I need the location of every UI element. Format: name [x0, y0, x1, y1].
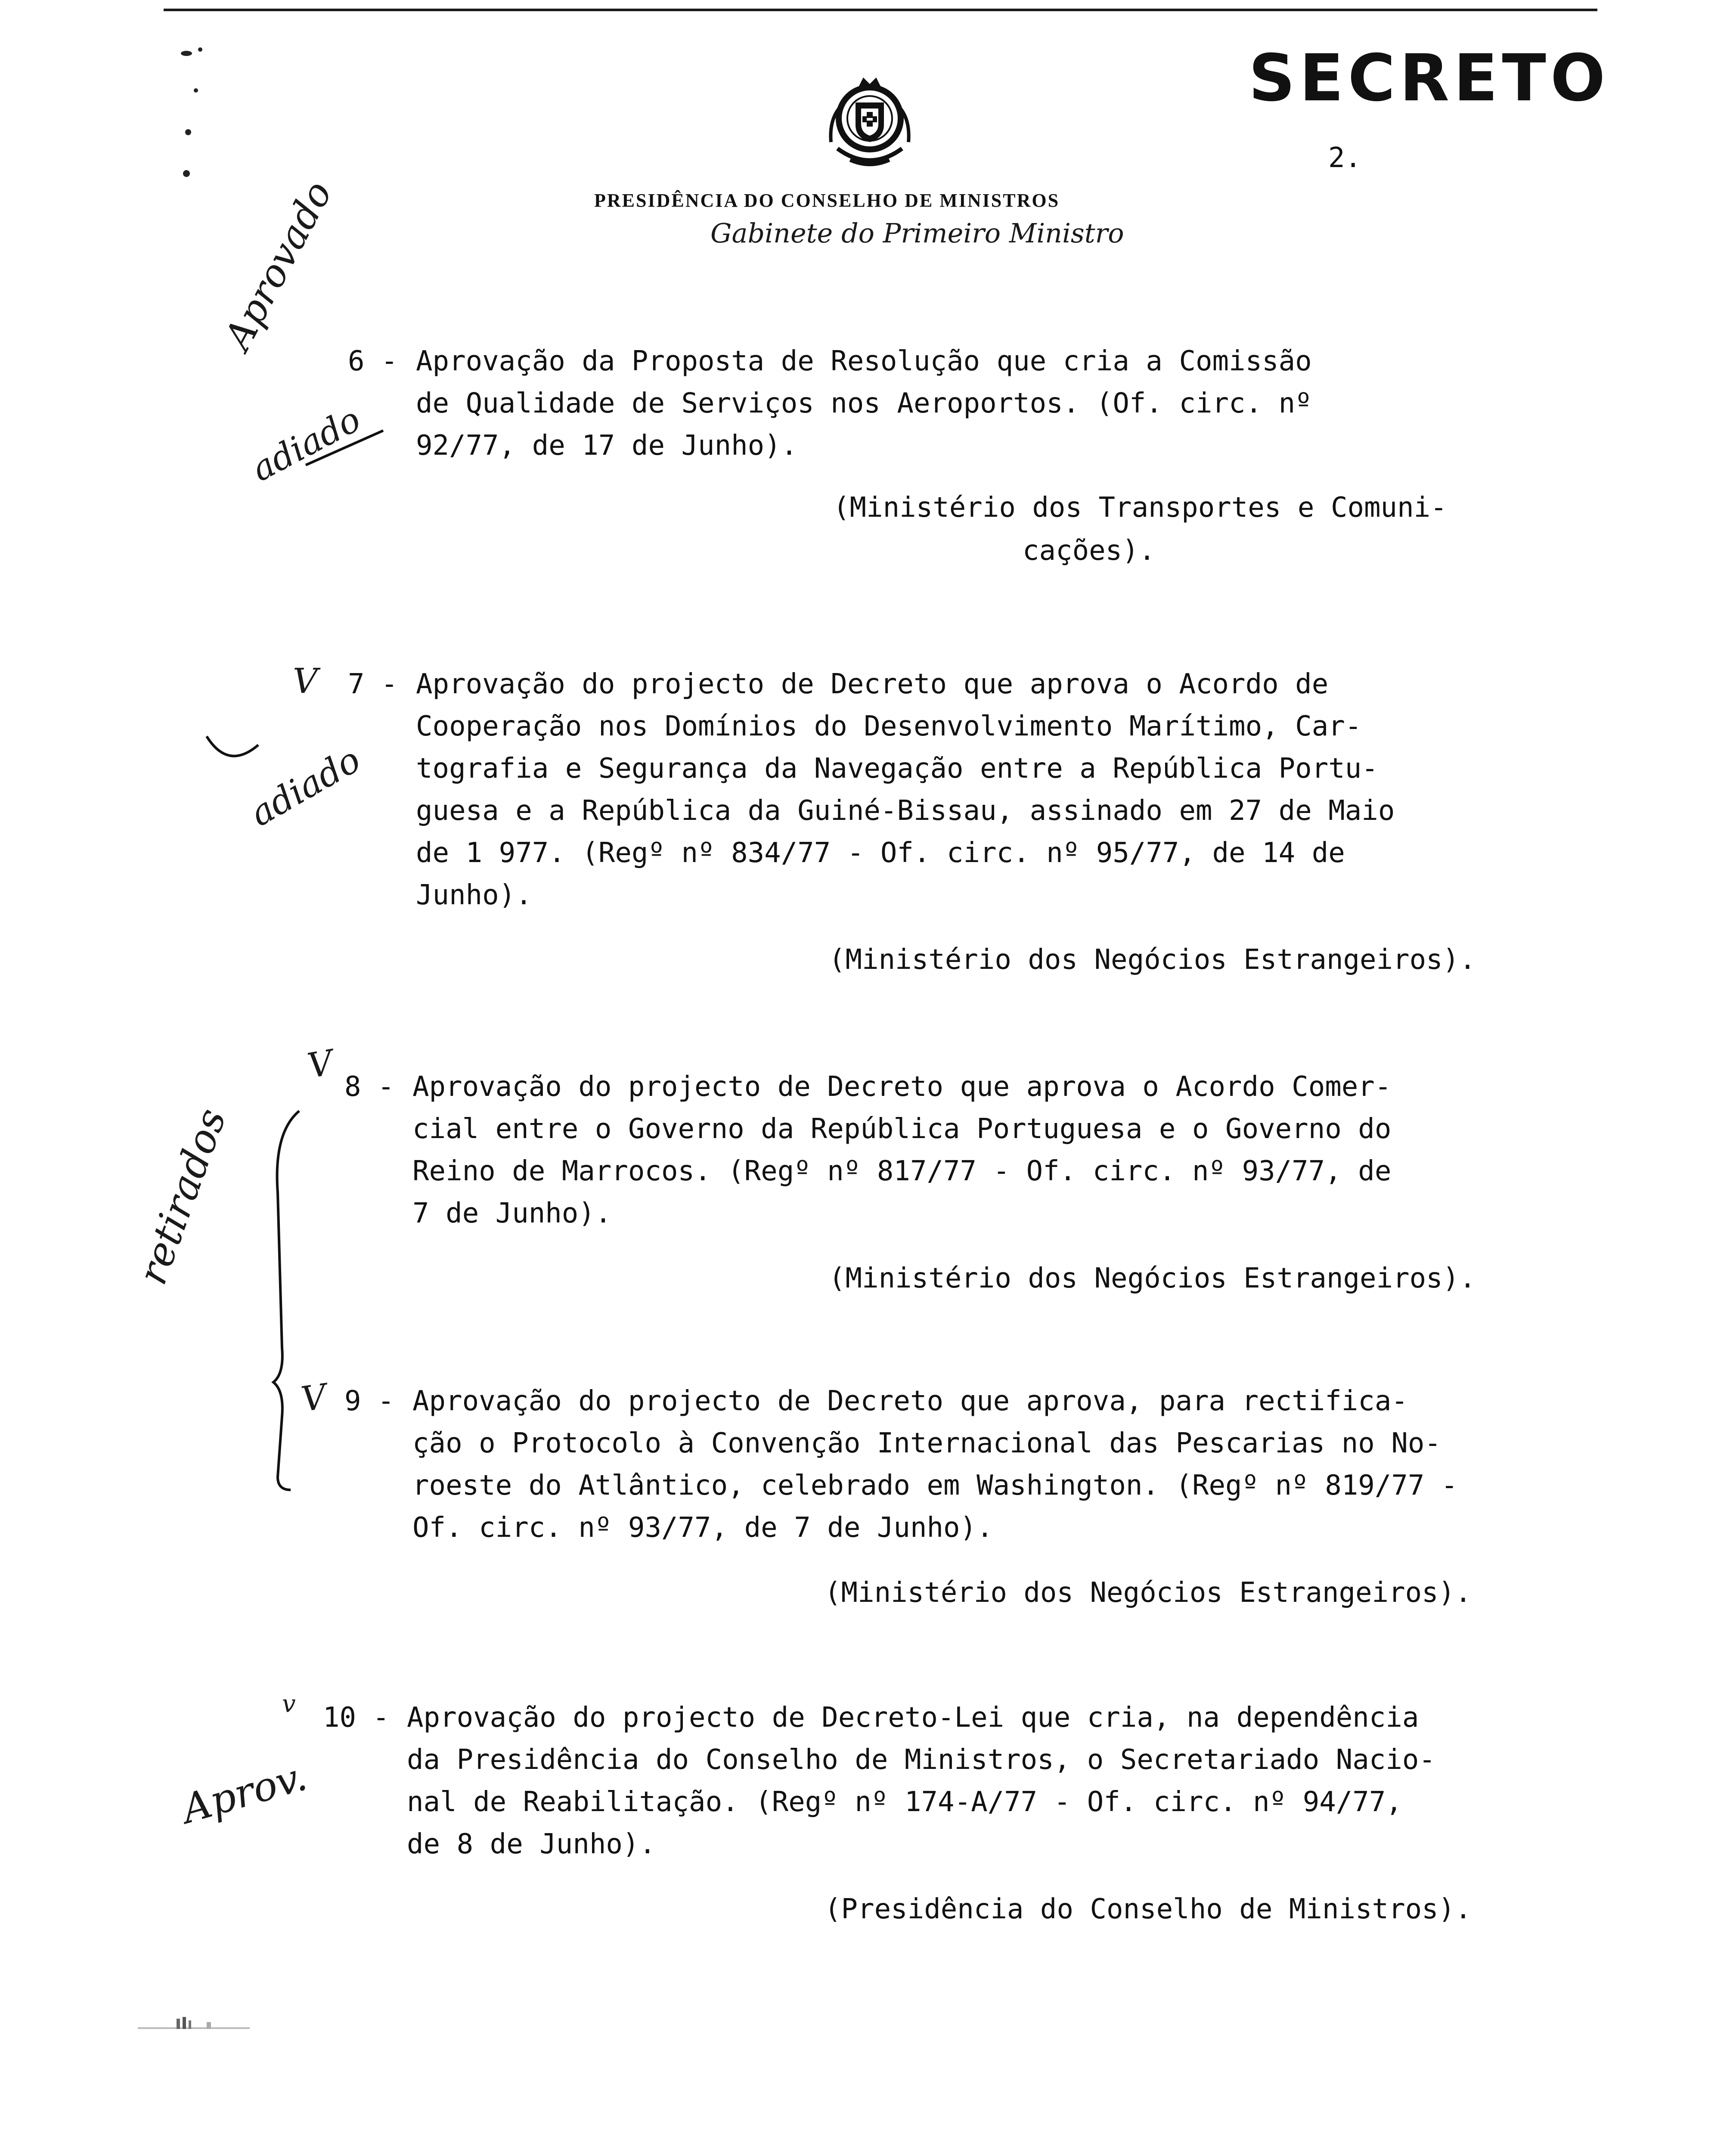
- item-text: [412, 1380, 1457, 1549]
- item-line: guesa e a República da Guiné-Bissau, assinado em 27 de Maio: [416, 795, 1395, 827]
- organization-header: PRESIDÊNCIA DO CONSELHO DE MINISTROS: [594, 190, 1060, 211]
- item-text: [416, 340, 1312, 467]
- scan-speck: [181, 51, 192, 56]
- handwritten-check-stroke: [301, 426, 388, 469]
- ministry-label: (Ministério dos Transportes e Comuni-: [833, 492, 1447, 524]
- page-number: 2.: [1328, 142, 1362, 174]
- coat-of-arms-icon: [820, 69, 919, 177]
- item-text: [412, 1066, 1391, 1235]
- handwritten-annotation: adiado: [243, 739, 368, 835]
- cabinet-subheader: Gabinete do Primeiro Ministro: [710, 217, 1124, 249]
- handwritten-checkmark: V: [293, 661, 318, 701]
- item-line: Of. circ. nº 93/77, de 7 de Junho).: [412, 1512, 993, 1544]
- item-line: Aprovação do projecto de Decreto que aprova o Acordo Comer-: [412, 1071, 1392, 1103]
- scan-speck: [183, 170, 190, 177]
- item-line: tografia e Segurança da Navegação entre a República Portu-: [416, 753, 1378, 785]
- ministry-label: (Presidência do Conselho de Ministros).: [825, 1893, 1472, 1925]
- item-line: cial entre o Governo da República Portuguesa e o Governo do: [412, 1113, 1392, 1145]
- item-line: da Presidência do Conselho de Ministros, o Secretariado Nacio-: [407, 1744, 1435, 1776]
- ministry-label: (Ministério dos Negócios Estrangeiros).: [829, 1263, 1476, 1294]
- item-line: Aprovação da Proposta de Resolução que cria a Comissão: [416, 345, 1312, 377]
- handwritten-bracket: [265, 1107, 316, 1494]
- handwritten-annotation: Aprov.: [177, 1753, 312, 1833]
- item-line: 92/77, de 17 de Junho).: [416, 430, 798, 462]
- handwritten-annotation: retirados: [129, 1102, 235, 1291]
- item-line: 7 de Junho).: [412, 1197, 612, 1229]
- item-line: Aprovação do projecto de Decreto que aprova o Acordo de: [416, 668, 1329, 700]
- item-line: Aprovação do projecto de Decreto-Lei que cria, na dependência: [407, 1702, 1419, 1734]
- handwritten-annotation: adiado: [245, 399, 367, 490]
- item-line: Junho).: [416, 879, 532, 911]
- handwritten-annotation: Aprovado: [215, 174, 341, 357]
- item-number: 8 -: [344, 1071, 394, 1103]
- item-line: roeste do Atlântico, celebrado em Washington. (Regº nº 819/77 -: [412, 1470, 1458, 1502]
- item-line: de 1 977. (Regº nº 834/77 - Of. circ. nº 95/77, de 14 de: [416, 837, 1345, 869]
- item-line: Cooperação nos Domínios do Desenvolvimento Marítimo, Car-: [416, 710, 1362, 742]
- scan-smudge: [138, 2015, 250, 2032]
- classification-stamp: SECRETO: [1249, 41, 1610, 116]
- item-line: nal de Reabilitação. (Regº nº 174-A/77 - Of. circ. nº 94/77,: [407, 1786, 1402, 1818]
- scan-speck: [198, 47, 202, 52]
- handwritten-checkmark: v: [282, 1690, 296, 1718]
- item-line: Reino de Marrocos. (Regº nº 817/77 - Of. circ. nº 93/77, de: [412, 1155, 1392, 1187]
- ministry-label: (Ministério dos Negócios Estrangeiros).: [825, 1577, 1472, 1609]
- item-text: [416, 663, 1395, 916]
- item-number: 7 -: [348, 668, 398, 700]
- handwritten-curve: [202, 732, 263, 766]
- ministry-label: cações).: [1023, 535, 1156, 567]
- top-border-line: [164, 9, 1597, 11]
- item-number: 10 -: [323, 1702, 390, 1734]
- ministry-label: (Ministério dos Negócios Estrangeiros).: [829, 944, 1476, 976]
- item-text: [407, 1697, 1435, 1865]
- scan-speck: [194, 88, 198, 93]
- item-line: de Qualidade de Serviços nos Aeroportos. (Of. circ. nº: [416, 388, 1312, 419]
- item-line: de 8 de Junho).: [407, 1828, 656, 1860]
- item-line: ção o Protocolo à Convenção Internacional das Pescarias no No-: [412, 1427, 1441, 1459]
- handwritten-checkmark: V: [304, 1042, 336, 1086]
- item-line: Aprovação do projecto de Decreto que aprova, para rectifica-: [412, 1385, 1408, 1417]
- scan-speck: [185, 129, 191, 135]
- handwritten-checkmark: V: [298, 1376, 329, 1420]
- item-number: 6 -: [348, 345, 398, 377]
- item-number: 9 -: [344, 1385, 394, 1417]
